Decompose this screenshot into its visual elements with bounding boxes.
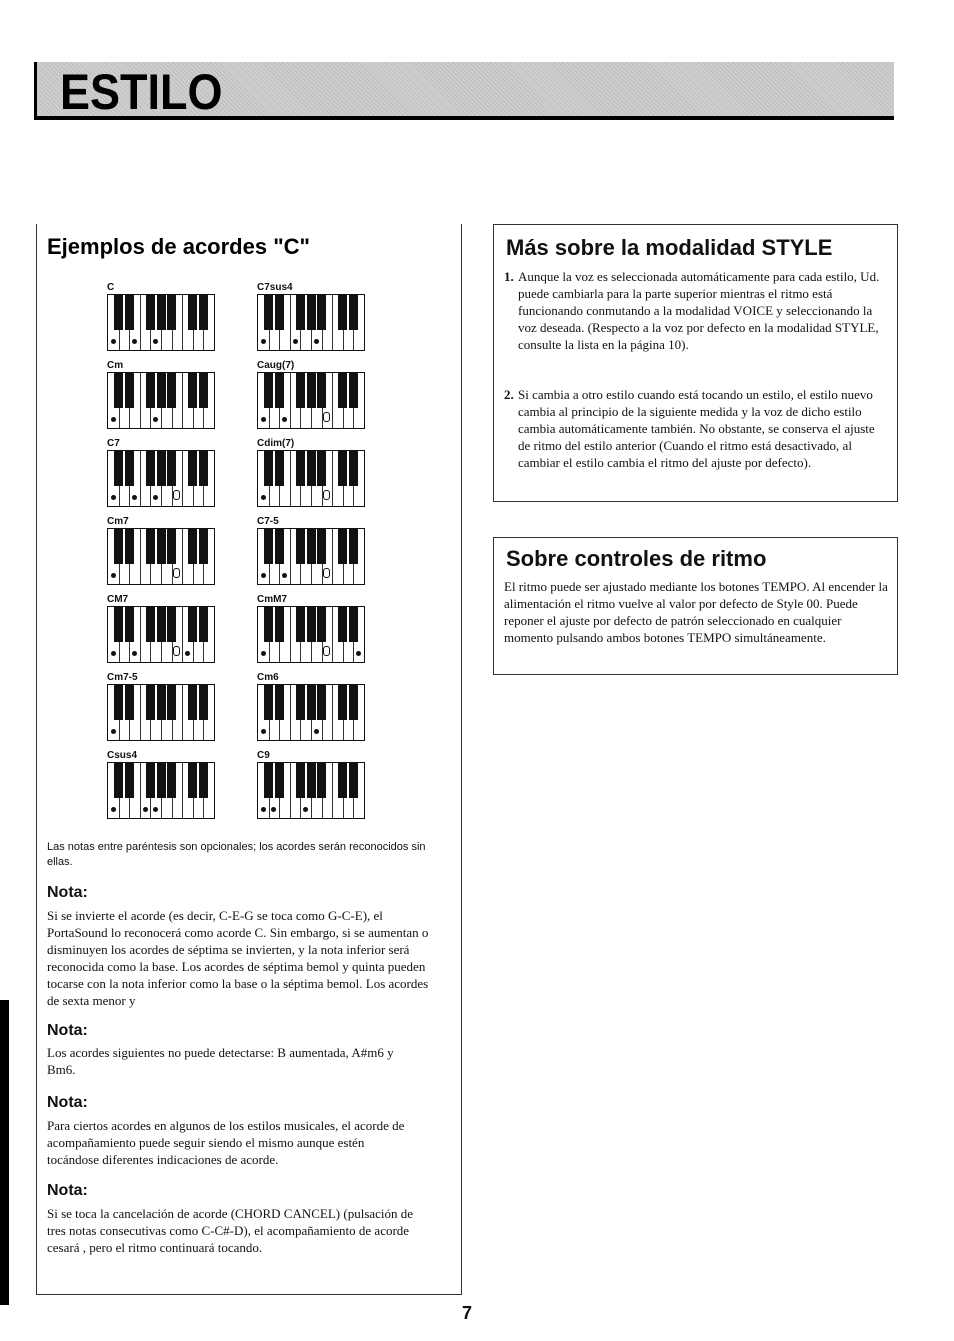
rhythm-controls-text: El ritmo puede ser ajustado mediante los botones TEMPO. Al encender la alimentación el ritmo vuelve al valor por defecto de Style 00. Puede reponer el ajuste por defecto de patrón seleccionado en cualquier momento pulsando ambos botones TEMPO simultáneamente. [504, 579, 888, 645]
black-key [296, 451, 305, 486]
white-key-divider [140, 295, 141, 350]
black-key [188, 685, 197, 720]
black-key [317, 529, 326, 564]
list-number: 2. [504, 387, 514, 402]
black-key [296, 373, 305, 408]
list-item [504, 268, 890, 353]
black-key [338, 607, 347, 642]
black-key [114, 763, 123, 798]
black-key [307, 763, 316, 798]
black-key [114, 685, 123, 720]
note-dot [261, 495, 266, 500]
black-key [125, 763, 134, 798]
note-dot [293, 339, 298, 344]
chord-diagram [257, 360, 367, 432]
note-dot [153, 417, 158, 422]
chord-diagram [257, 750, 367, 822]
chord-diagram [107, 360, 217, 432]
note-dot [153, 495, 158, 500]
black-key [349, 373, 358, 408]
black-key [125, 451, 134, 486]
chord-name: C7 [107, 438, 120, 449]
chord-name: Cm7-5 [107, 672, 138, 683]
note-dot [261, 807, 266, 812]
chord-name: CmM7 [257, 594, 288, 605]
black-key [114, 607, 123, 642]
black-key [146, 607, 155, 642]
black-key [338, 529, 347, 564]
note-dot [153, 339, 158, 344]
note-dot [111, 417, 116, 422]
note-text: Para ciertos acordes en algunos de los estilos musicales, el acorde de acompañamiento puede seguir siendo el mismo aunque estén tocándose diferentes indicaciones de acorde. [47, 1118, 405, 1167]
black-key [157, 607, 166, 642]
note-text: Los acordes siguientes no puede detectarse: B aumentada, A#m6 y Bm6. [47, 1045, 394, 1077]
white-key-divider [290, 295, 291, 350]
note-dot [271, 807, 276, 812]
black-key [296, 529, 305, 564]
page-number: 7 [462, 1303, 473, 1323]
keyboard-icon [107, 762, 215, 819]
note-dot [132, 651, 137, 656]
chord-name: Csus4 [107, 750, 138, 761]
black-key [167, 763, 176, 798]
black-key [125, 373, 134, 408]
chord-examples-panel [36, 224, 462, 1295]
black-key [125, 685, 134, 720]
chord-diagram [257, 516, 367, 588]
note-dot [356, 651, 361, 656]
black-key [307, 295, 316, 330]
black-key [307, 451, 316, 486]
black-key [146, 373, 155, 408]
keyboard-icon [257, 528, 365, 585]
black-key [188, 607, 197, 642]
white-key-divider [182, 529, 183, 584]
list-number: 1. [504, 269, 514, 284]
note-dot [303, 807, 308, 812]
style-mode-title: Más sobre la modalidad STYLE [506, 235, 833, 260]
header-left-rule [34, 62, 37, 120]
black-key [296, 763, 305, 798]
white-key-divider [140, 685, 141, 740]
list-item [504, 386, 890, 471]
note-dot [261, 417, 266, 422]
black-key [125, 529, 134, 564]
black-key [167, 685, 176, 720]
black-key [199, 295, 208, 330]
white-key-divider [290, 451, 291, 506]
black-key [307, 607, 316, 642]
keyboard-icon [257, 684, 365, 741]
white-key-divider [140, 373, 141, 428]
black-key [199, 607, 208, 642]
black-key [114, 451, 123, 486]
note-dot [261, 339, 266, 344]
chord-name: C7sus4 [257, 282, 293, 293]
keyboard-icon [107, 294, 215, 351]
note-text: Si se invierte el acorde (es decir, C-E-G se toca como G-C-E), el PortaSound lo reconocerá como acorde C. Sin embargo, si se aumentan o disminuyen los acordes de séptima se invierten, y la nota inferior será reconocida como la base. Los acordes de séptima bemol y quinta pueden tocarse con la nota inferior como la base o la séptima bemol. Los acordes de sexta menor y [47, 908, 429, 1008]
chord-name: C7-5 [257, 516, 279, 527]
optional-note-dot [323, 646, 330, 656]
black-key [275, 607, 284, 642]
black-key [307, 685, 316, 720]
rhythm-controls-title: Sobre controles de ritmo [506, 546, 767, 571]
note-text: Si se toca la cancelación de acorde (CHORD CANCEL) (pulsación de tres notas consecutivas como C-C#-D), el acompañamiento de acorde cesará , pero el ritmo continuará tocando. [47, 1206, 414, 1255]
white-key-divider [182, 295, 183, 350]
black-key [157, 451, 166, 486]
note-dot [143, 807, 148, 812]
black-key [167, 373, 176, 408]
black-key [114, 529, 123, 564]
keyboard-icon [107, 606, 215, 663]
optional-note-dot [173, 646, 180, 656]
black-key [157, 763, 166, 798]
black-key [114, 373, 123, 408]
note-dot [314, 339, 319, 344]
chord-name: Cm6 [257, 672, 279, 683]
white-key-divider [182, 373, 183, 428]
white-key-divider [290, 373, 291, 428]
note-dot [261, 729, 266, 734]
black-key [264, 685, 273, 720]
chord-diagram [257, 672, 367, 744]
note-dot [111, 729, 116, 734]
note-title: Nota: [47, 1022, 88, 1039]
black-key [349, 295, 358, 330]
black-key [296, 295, 305, 330]
chord-name: C [107, 282, 115, 293]
section-title: ESTILO [60, 64, 223, 120]
black-key [349, 607, 358, 642]
style-mode-box [493, 224, 898, 502]
white-key-divider [332, 685, 333, 740]
black-key [167, 295, 176, 330]
black-key [349, 451, 358, 486]
black-key [146, 529, 155, 564]
keyboard-icon [107, 684, 215, 741]
black-key [264, 373, 273, 408]
black-key [317, 295, 326, 330]
black-key [188, 295, 197, 330]
black-key [264, 607, 273, 642]
white-key-divider [332, 373, 333, 428]
white-key-divider [332, 529, 333, 584]
chord-diagram [107, 438, 217, 510]
white-key-divider [182, 607, 183, 662]
note-dot [132, 339, 137, 344]
black-key [146, 295, 155, 330]
chord-diagram [257, 594, 367, 666]
white-key-divider [140, 607, 141, 662]
note-dot [111, 807, 116, 812]
keyboard-icon [257, 450, 365, 507]
white-key-divider [140, 451, 141, 506]
black-key [114, 295, 123, 330]
black-key [146, 763, 155, 798]
black-key [338, 685, 347, 720]
note-title: Nota: [47, 1182, 88, 1199]
chord-diagram [107, 594, 217, 666]
black-key [167, 451, 176, 486]
rhythm-controls-box [493, 537, 898, 675]
white-key-divider [140, 763, 141, 818]
margin-bar [0, 1000, 9, 1305]
note-dot [261, 651, 266, 656]
list-text: Si cambia a otro estilo cuando está tocando un estilo, el estilo nuevo cambia al principio de la siguiente medida y la voz de dicho estilo cambia automáticamente también. No obstante, se conserva el ajuste de ritmo del estilo anterior (Cuando el ritmo está desactivado, al cambiar el estilo cambia el ritmo del ajuste por defecto). [518, 387, 875, 470]
black-key [275, 529, 284, 564]
white-key-divider [290, 529, 291, 584]
keyboard-icon [257, 372, 365, 429]
black-key [275, 451, 284, 486]
white-key-divider [290, 763, 291, 818]
white-key-divider [332, 763, 333, 818]
black-key [275, 763, 284, 798]
note-dot [153, 807, 158, 812]
black-key [317, 607, 326, 642]
black-key [199, 373, 208, 408]
black-key [125, 607, 134, 642]
chord-name: Cdim(7) [257, 438, 295, 449]
black-key [317, 685, 326, 720]
black-key [199, 763, 208, 798]
black-key [275, 295, 284, 330]
black-key [157, 529, 166, 564]
chord-diagram [257, 282, 367, 354]
white-key-divider [332, 607, 333, 662]
white-key-divider [290, 607, 291, 662]
black-key [188, 373, 197, 408]
note-title: Nota: [47, 1094, 88, 1111]
chord-diagram [107, 516, 217, 588]
black-key [167, 529, 176, 564]
black-key [167, 607, 176, 642]
black-key [349, 763, 358, 798]
chord-diagram [107, 750, 217, 822]
keyboard-icon [107, 528, 215, 585]
chord-caption: Las notas entre paréntesis son opcionales; los acordes serán reconocidos sin ellas. [47, 841, 426, 868]
white-key-divider [182, 451, 183, 506]
black-key [264, 451, 273, 486]
keyboard-icon [257, 606, 365, 663]
black-key [199, 451, 208, 486]
chord-diagram [107, 282, 217, 354]
note-dot [111, 651, 116, 656]
black-key [264, 763, 273, 798]
note-dot [314, 729, 319, 734]
black-key [275, 373, 284, 408]
chord-diagram [257, 438, 367, 510]
optional-note-dot [323, 568, 330, 578]
black-key [338, 373, 347, 408]
note-dot [111, 339, 116, 344]
chord-name: Caug(7) [257, 360, 295, 371]
black-key [317, 373, 326, 408]
black-key [307, 373, 316, 408]
white-key-divider [140, 529, 141, 584]
black-key [146, 451, 155, 486]
note-dot [261, 573, 266, 578]
black-key [264, 295, 273, 330]
black-key [307, 529, 316, 564]
note-dot [132, 495, 137, 500]
black-key [349, 529, 358, 564]
note-dot [282, 417, 287, 422]
black-key [296, 685, 305, 720]
black-key [157, 685, 166, 720]
chord-diagram [107, 672, 217, 744]
black-key [199, 529, 208, 564]
note-dot [282, 573, 287, 578]
chord-name: Cm [107, 360, 124, 371]
black-key [188, 451, 197, 486]
keyboard-icon [257, 762, 365, 819]
black-key [275, 685, 284, 720]
black-key [146, 685, 155, 720]
black-key [317, 451, 326, 486]
white-key-divider [332, 295, 333, 350]
black-key [188, 529, 197, 564]
black-key [125, 295, 134, 330]
black-key [188, 763, 197, 798]
black-key [338, 295, 347, 330]
page-header [34, 60, 894, 120]
white-key-divider [332, 451, 333, 506]
chord-examples-heading: Ejemplos de acordes "C" [47, 234, 310, 259]
white-key-divider [290, 685, 291, 740]
note-dot [185, 651, 190, 656]
keyboard-icon [257, 294, 365, 351]
black-key [157, 373, 166, 408]
optional-note-dot [173, 568, 180, 578]
optional-note-dot [323, 490, 330, 500]
black-key [338, 763, 347, 798]
optional-note-dot [173, 490, 180, 500]
black-key [317, 763, 326, 798]
black-key [349, 685, 358, 720]
list-text: Aunque la voz es seleccionada automáticamente para cada estilo, Ud. puede cambiarla para la parte superior mientras el ritmo está funcionando conmutando a la modalidad VOICE y seleccionando la voz deseada. (Respecto a la voz por defecto en la modalidad STYLE, consulte la lista en la página 10). [518, 269, 880, 352]
black-key [338, 451, 347, 486]
note-dot [111, 573, 116, 578]
optional-note-dot [323, 412, 330, 422]
black-key [264, 529, 273, 564]
keyboard-icon [107, 450, 215, 507]
note-dot [111, 495, 116, 500]
black-key [199, 685, 208, 720]
black-key [296, 607, 305, 642]
chord-name: CM7 [107, 594, 129, 605]
white-key-divider [182, 685, 183, 740]
keyboard-icon [107, 372, 215, 429]
chord-name: Cm7 [107, 516, 129, 527]
note-title: Nota: [47, 884, 88, 901]
black-key [157, 295, 166, 330]
chord-name: C9 [257, 750, 270, 761]
white-key-divider [182, 763, 183, 818]
